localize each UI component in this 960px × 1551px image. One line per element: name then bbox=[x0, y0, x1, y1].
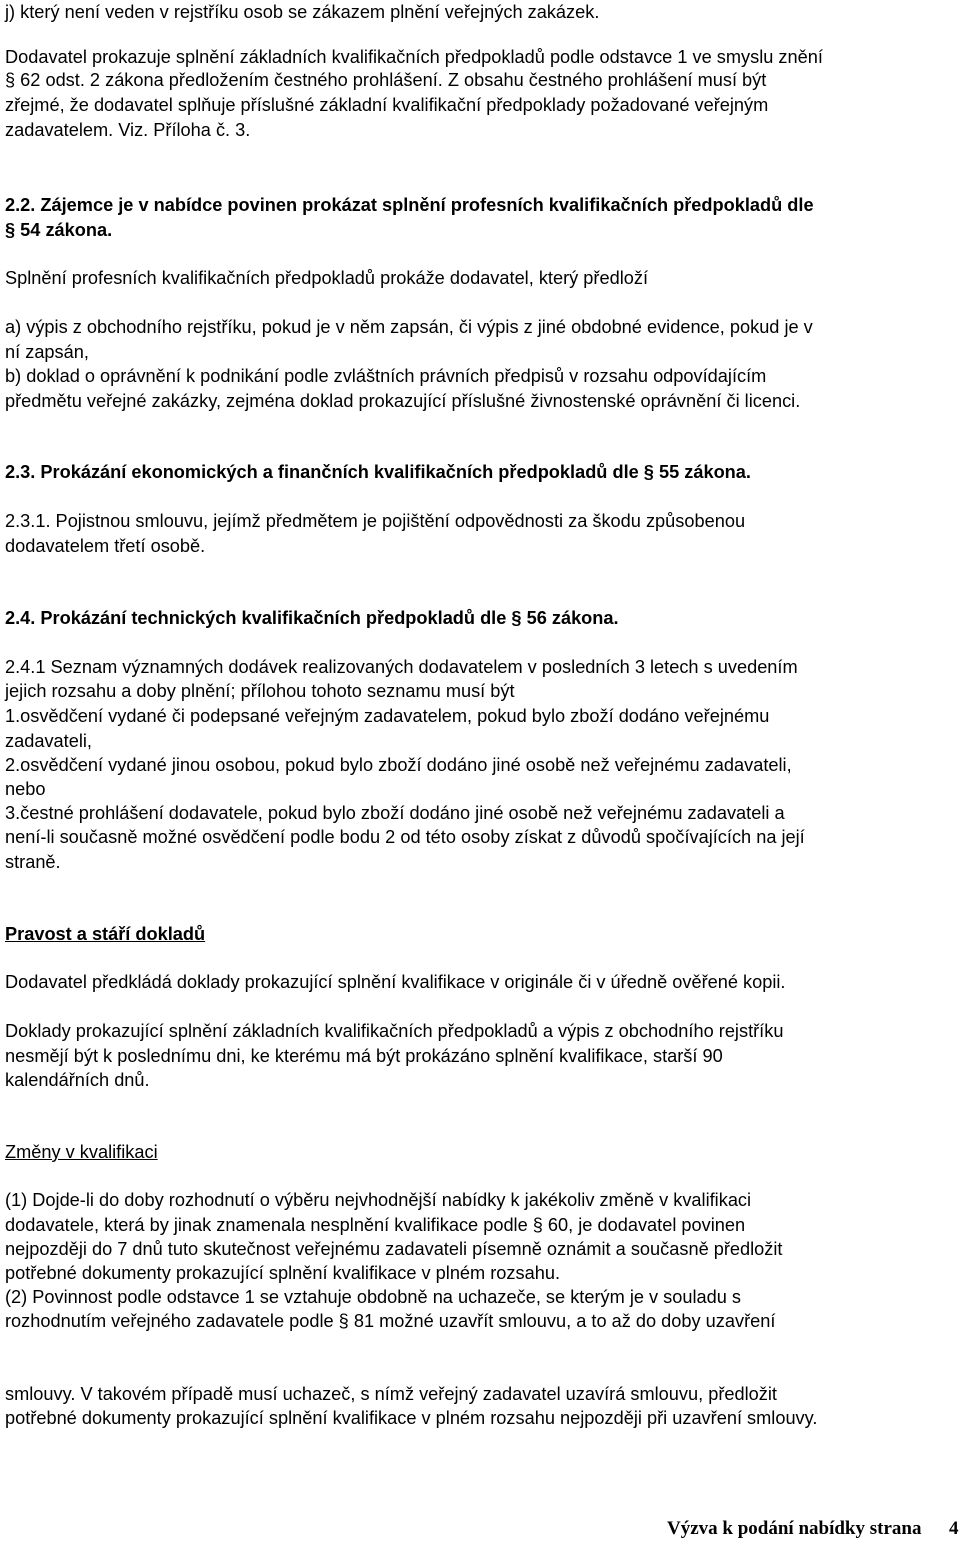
text-line: Doklady prokazující splnění základních kvalifikačních předpokladů a výpis z obchodního rejstříku bbox=[5, 1021, 784, 1041]
text-line: dodavatele, která by jinak znamenala nesplnění kvalifikace podle § 60, je dodavatel povinen bbox=[5, 1215, 746, 1235]
section-heading: Pravost a stáří dokladů bbox=[5, 924, 206, 944]
section-heading: 2.4. Prokázání technických kvalifikačních předpokladů dle § 56 zákona. bbox=[5, 608, 619, 628]
text-line: j) který není veden v rejstříku osob se zákazem plnění veřejných zakázek. bbox=[5, 2, 600, 22]
text-line: zadavatelem. Viz. Příloha č. 3. bbox=[5, 120, 251, 140]
text-line: (2) Povinnost podle odstavce 1 se vztahuje obdobně na uchazeče, se kterým je v souladu s bbox=[5, 1287, 742, 1307]
section-heading: 2.2. Zájemce je v nabídce povinen prokázat splnění profesních kvalifikačních předpokladů dle bbox=[5, 195, 814, 215]
text-line: potřebné dokumenty prokazující splnění kvalifikace v plném rozsahu. bbox=[5, 1263, 561, 1283]
text-line: rozhodnutím veřejného zadavatele podle § 81 možné uzavřít smlouvu, a to až do doby uzavření bbox=[5, 1311, 776, 1331]
text-line: 2.osvědčení vydané jinou osobou, pokud bylo zboží dodáno jiné osobě než veřejnému zadavateli, bbox=[5, 755, 792, 775]
text-line: smlouvy. V takovém případě musí uchazeč, s nímž veřejný zadavatel uzavírá smlouvu, předložit bbox=[5, 1384, 777, 1404]
text-line: Splnění profesních kvalifikačních předpokladů prokáže dodavatel, který předloží bbox=[5, 268, 649, 288]
text-line: b) doklad o oprávnění k podnikání podle zvláštních právních předpisů v rozsahu odpovídajícím bbox=[5, 366, 767, 386]
text-line: 2.4.1 Seznam významných dodávek realizovaných dodavatelem v posledních 3 letech s uvedením bbox=[5, 657, 798, 677]
section-heading: § 54 zákona. bbox=[5, 220, 113, 240]
footer-label: Výzva k podání nabídky strana bbox=[667, 1518, 922, 1539]
text-line: zřejmé, že dodavatel splňuje příslušné základní kvalifikační předpoklady požadované veřejným bbox=[5, 95, 769, 115]
text-line: 3.čestné prohlášení dodavatele, pokud bylo zboží dodáno jiné osobě než veřejnému zadavateli a bbox=[5, 803, 785, 823]
text-line: nesmějí být k poslednímu dni, ke kterému má být prokázáno splnění kvalifikace, starší 90 bbox=[5, 1046, 723, 1066]
text-line: nejpozději do 7 dnů tuto skutečnost veřejnému zadavateli písemně oznámit a současně předložit bbox=[5, 1239, 783, 1259]
text-line: jejich rozsahu a doby plnění; přílohou tohoto seznamu musí být bbox=[5, 681, 515, 701]
section-heading: Změny v kvalifikaci bbox=[5, 1142, 158, 1162]
text-line: (1) Dojde-li do doby rozhodnutí o výběru nejvhodnější nabídky k jakékoliv změně v kvalifikaci bbox=[5, 1190, 752, 1210]
text-line: kalendářních dnů. bbox=[5, 1070, 150, 1090]
text-line: Dodavatel prokazuje splnění základních kvalifikačních předpokladů podle odstavce 1 ve smyslu znění bbox=[5, 47, 823, 67]
text-line: nebo bbox=[5, 779, 46, 799]
section-heading: 2.3. Prokázání ekonomických a finančních kvalifikačních předpokladů dle § 55 zákona. bbox=[5, 462, 751, 482]
page-footer bbox=[667, 1518, 959, 1540]
text-line: Dodavatel předkládá doklady prokazující splnění kvalifikace v originále či v úředně ověřené kopii. bbox=[5, 972, 786, 992]
text-line: a) výpis z obchodního rejstříku, pokud je v něm zapsán, či výpis z jiné obdobné evidence, pokud je v bbox=[5, 317, 813, 337]
text-line: ní zapsán, bbox=[5, 342, 89, 362]
text-line: dodavatelem třetí osobě. bbox=[5, 536, 206, 556]
text-line: zadavateli, bbox=[5, 731, 92, 751]
page-number: 4 bbox=[949, 1518, 959, 1539]
text-line: potřebné dokumenty prokazující splnění kvalifikace v plném rozsahu nejpozději při uzavření smlouvy. bbox=[5, 1408, 818, 1428]
text-line: není-li současně možné osvědčení podle bodu 2 od této osoby získat z důvodů spočívajících na její bbox=[5, 827, 805, 847]
text-line: 2.3.1. Pojistnou smlouvu, jejímž předmětem je pojištění odpovědnosti za škodu způsobenou bbox=[5, 511, 746, 531]
text-line: § 62 odst. 2 zákona předložením čestného prohlášení. Z obsahu čestného prohlášení musí být bbox=[5, 70, 767, 90]
text-line: 1.osvědčení vydané či podepsané veřejným zadavatelem, pokud bylo zboží dodáno veřejnému bbox=[5, 706, 770, 726]
text-line: předmětu veřejné zakázky, zejména doklad prokazující příslušné živnostenské oprávnění či licenci. bbox=[5, 391, 801, 411]
text-line: straně. bbox=[5, 852, 61, 872]
